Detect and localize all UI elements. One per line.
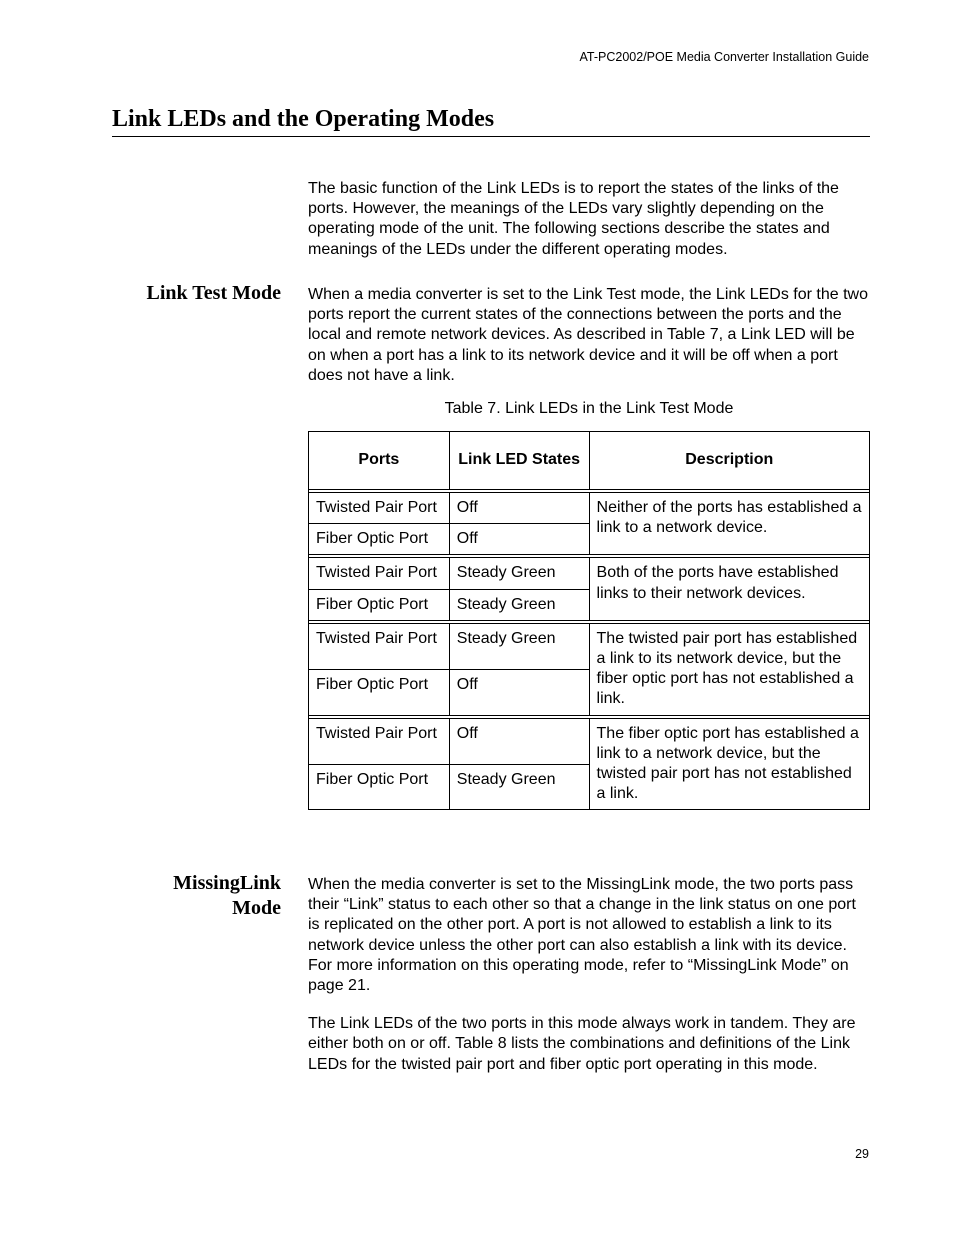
missinglink-heading-line2: Mode — [232, 897, 281, 919]
description-cell: The fiber optic port has established a link to a network device, but the twisted pair port has not established a link. — [589, 718, 869, 810]
table-row — [309, 718, 870, 764]
led-state-cell: Off — [449, 493, 589, 524]
port-cell: Fiber Optic Port — [309, 589, 450, 620]
link-led-table — [308, 431, 870, 810]
header-ports: Ports — [309, 432, 450, 490]
page-number: 29 — [855, 1147, 869, 1161]
description-cell: Both of the ports have established links to their network devices. — [589, 558, 869, 620]
led-state-cell: Off — [449, 718, 589, 764]
led-state-cell: Steady Green — [449, 623, 589, 669]
table-header-row — [309, 432, 870, 490]
led-state-cell: Steady Green — [449, 589, 589, 620]
header-link-led-states: Link LED States — [449, 432, 589, 490]
link-test-block — [308, 285, 870, 386]
missinglink-heading-line1: MissingLink — [173, 872, 281, 894]
port-cell: Fiber Optic Port — [309, 524, 450, 555]
intro-block — [308, 179, 870, 260]
led-state-cell: Steady Green — [449, 558, 589, 589]
port-cell: Fiber Optic Port — [309, 764, 450, 810]
intro-paragraph: The basic function of the Link LEDs is to report the states of the links of the ports. However, the meanings of the LEDs vary slightly depending on the operating mode of the unit. The following sections describe the states and meanings of the LEDs under the different operating modes. — [308, 180, 839, 258]
table-row — [309, 623, 870, 669]
header-description: Description — [589, 432, 869, 490]
description-cell: The twisted pair port has established a link to its network device, but the fiber optic port has not established a link. — [589, 623, 869, 715]
missinglink-paragraph-2: The Link LEDs of the two ports in this mode always work in tandem. They are either both on or off. Table 8 lists the combinations and definitions of the Link LEDs for the twisted pair port and fiber optic port operating in this mode. — [308, 1015, 856, 1073]
link-test-mode-heading: Link Test Mode — [146, 282, 281, 304]
missinglink-paragraph-1: When the media converter is set to the MissingLink mode, the two ports pass their “Link” status to each other so that a change in the link status on one port is replicated on the other port. A port is not allowed to establish a link to its network device unless the other port can also establish a link with its device. For more information on this operating mode, refer to “MissingLink Mode” on page 21. — [308, 876, 856, 995]
port-cell: Twisted Pair Port — [309, 718, 450, 764]
table-row — [309, 493, 870, 524]
link-test-paragraph: When a media converter is set to the Link Test mode, the Link LEDs for the two ports report the current states of the connections between the ports and the local and remote network devices. As described in Table 7, a Link LED will be on when a port has a link to its network device and it will be off when a port does not have a link. — [308, 286, 868, 384]
missinglink-mode-heading — [173, 871, 281, 921]
table-row — [309, 558, 870, 589]
description-cell: Neither of the ports has established a link to a network device. — [589, 493, 869, 555]
led-state-cell: Off — [449, 524, 589, 555]
led-state-cell: Off — [449, 669, 589, 715]
port-cell: Twisted Pair Port — [309, 623, 450, 669]
port-cell: Twisted Pair Port — [309, 558, 450, 589]
missinglink-block — [308, 875, 870, 1075]
section-title: Link LEDs and the Operating Modes — [112, 106, 870, 137]
port-cell: Twisted Pair Port — [309, 493, 450, 524]
running-header: AT-PC2002/POE Media Converter Installation Guide — [579, 50, 869, 64]
port-cell: Fiber Optic Port — [309, 669, 450, 715]
table-caption: Table 7. Link LEDs in the Link Test Mode — [444, 400, 734, 417]
led-state-cell: Steady Green — [449, 764, 589, 810]
